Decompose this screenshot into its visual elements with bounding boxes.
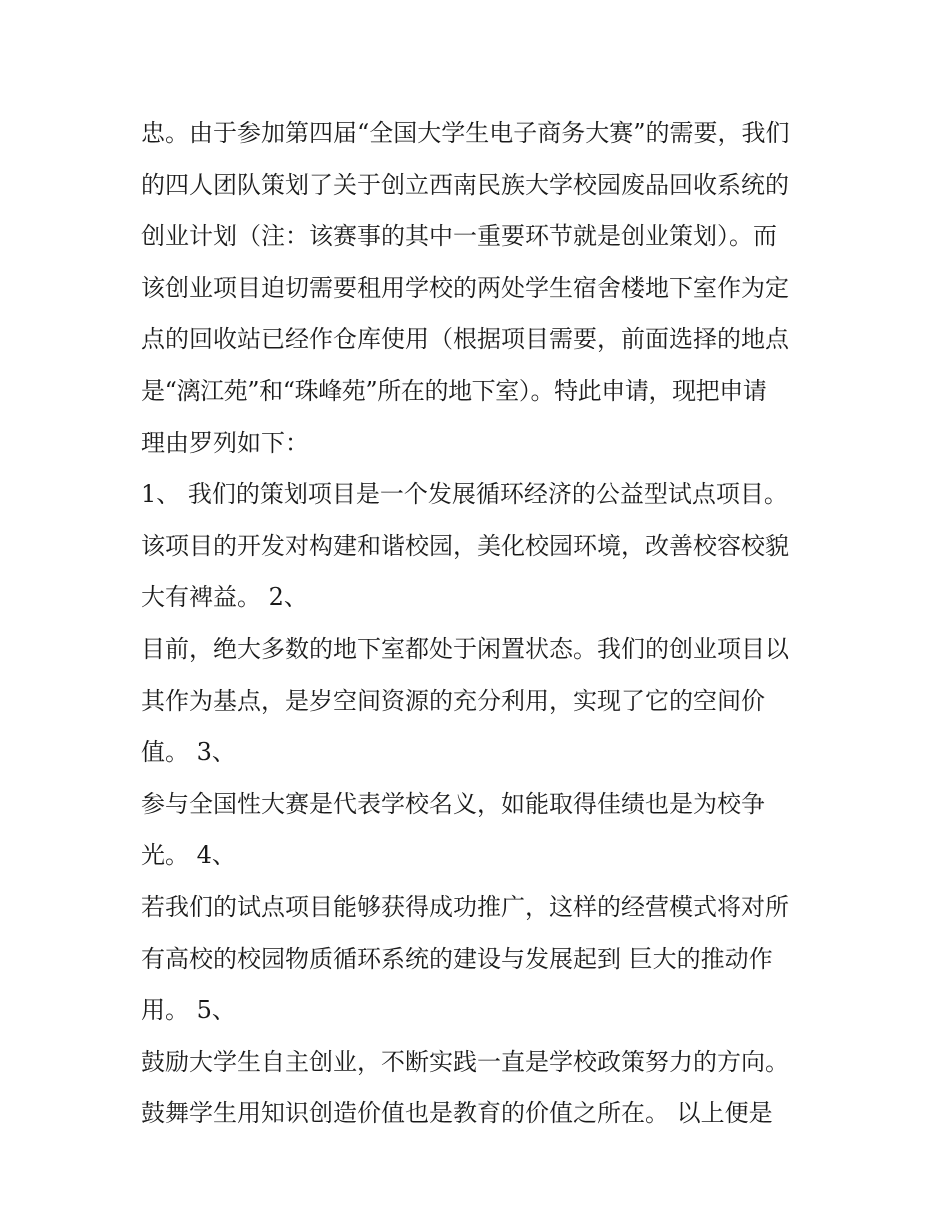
text-line: 该项目的开发对构建和谐校园，美化校园环境，改善校容校貌 <box>141 531 789 560</box>
text-line: 的四人团队策划了关于创立西南民族大学校园废品回收系统的 <box>141 170 789 199</box>
text-line: 若我们的试点项目能够获得成功推广，这样的经营模式将对所 <box>141 892 789 921</box>
text-line: 点的回收站已经作仓库使用（根据项目需要，前面选择的地点 <box>141 325 789 354</box>
text-line: 鼓励大学生自主创业，不断实践一直是学校政策努力的方向。 <box>141 1047 789 1076</box>
text-line: 参与全国性大赛是代表学校名义，如能取得佳绩也是为校争 <box>141 789 765 818</box>
text-line: 鼓舞学生用知识创造价值也是教育的价值之所在。 以上便是 <box>141 1099 773 1128</box>
text-line: 其作为基点，是岁空间资源的充分利用，实现了它的空间价 <box>141 686 765 715</box>
text-line: 忠。由于参加第四届“全国大学生电子商务大赛”的需要，我们 <box>141 119 790 147</box>
list-item-1: 1、 我们的策划项目是一个发展循环经济的公益型试点项目。 <box>141 480 788 509</box>
text-line: 有高校的校园物质循环系统的建设与发展起到 巨大的推动作 <box>141 944 773 973</box>
text-line: 理由罗列如下： <box>141 428 309 457</box>
text-line: 该创业项目迫切需要租用学校的两处学生宿舍楼地下室作为定 <box>141 273 789 302</box>
list-item-4-marker: 光。 4、 <box>141 841 236 870</box>
document-body <box>141 108 821 1140</box>
list-item-5-marker: 用。 5、 <box>141 996 236 1025</box>
text-line: 目前，绝大多数的地下室都处于闲置状态。我们的创业项目以 <box>141 634 789 663</box>
text-line: 是“漓江苑”和“珠峰苑”所在的地下室）。特此申请，现把申请 <box>141 376 767 405</box>
list-item-2-marker: 大有裨益。 2、 <box>141 583 308 612</box>
text-line: 创业计划（注：该赛事的其中一重要环节就是创业策划）。而 <box>141 222 777 251</box>
list-item-3-marker: 值。 3、 <box>141 738 236 767</box>
